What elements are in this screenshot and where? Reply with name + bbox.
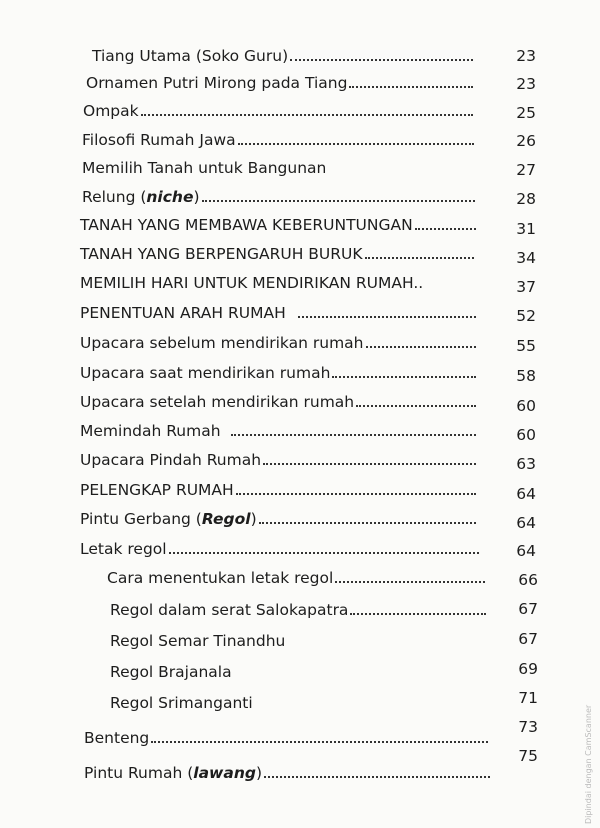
toc-entry-page: 25 bbox=[516, 104, 536, 122]
leader-dots bbox=[238, 142, 474, 145]
label-emphasis: Regol bbox=[201, 510, 251, 528]
toc-entry-label: Memindah Rumah bbox=[80, 422, 221, 440]
toc-entry-label: Cara menentukan letak regol bbox=[107, 569, 334, 587]
toc-entry-page: 64 bbox=[516, 514, 536, 532]
toc-entry bbox=[84, 757, 494, 783]
toc-entry-label: TANAH YANG BERPENGARUH BURUK bbox=[80, 245, 363, 263]
toc-entry-label: Ompak bbox=[83, 102, 139, 120]
leader-dots bbox=[350, 612, 486, 615]
toc-entry bbox=[82, 152, 477, 178]
toc-entry bbox=[110, 625, 490, 651]
toc-entry bbox=[107, 562, 489, 588]
toc-entry-label: Upacara sebelum mendirikan rumah bbox=[80, 334, 364, 352]
leader-dots bbox=[141, 113, 473, 116]
leader-dots bbox=[169, 551, 479, 554]
leader-dots bbox=[231, 433, 476, 436]
toc-entry-page: 73 bbox=[518, 718, 538, 736]
toc-entry-page: 26 bbox=[516, 132, 536, 150]
toc-entry-label: PENENTUAN ARAH RUMAH bbox=[80, 304, 286, 322]
toc-entry-page: 60 bbox=[516, 397, 536, 415]
toc-entry-label: Regol Semar Tinandhu bbox=[110, 632, 286, 650]
toc-entry bbox=[80, 267, 485, 293]
toc-entry-page: 64 bbox=[516, 542, 536, 560]
toc-entry bbox=[80, 357, 480, 383]
toc-entry-page: 55 bbox=[516, 337, 536, 355]
toc-entry bbox=[82, 124, 478, 150]
toc-entry-label: Regol Srimanganti bbox=[110, 694, 253, 712]
leader-dots bbox=[290, 58, 473, 61]
leader-dots bbox=[349, 85, 473, 88]
toc-entry bbox=[110, 687, 490, 713]
scanner-watermark: Dipindai dengan CamScanner bbox=[584, 704, 593, 824]
toc-entry bbox=[80, 533, 483, 559]
label-emphasis: niche bbox=[146, 188, 194, 206]
toc-entry-page: 67 bbox=[518, 630, 538, 648]
toc-entry-label: Upacara Pindah Rumah bbox=[80, 451, 262, 469]
toc-entry-label: Memilih Tanah untuk Bangunan bbox=[82, 159, 327, 177]
label-text: ) bbox=[193, 188, 200, 206]
label-text: Pintu Rumah ( bbox=[84, 764, 194, 782]
label-text: Relung ( bbox=[82, 188, 147, 206]
toc-entry-page: 63 bbox=[516, 455, 536, 473]
toc-entry-page: 31 bbox=[516, 220, 536, 238]
toc-entry-page: 66 bbox=[518, 571, 538, 589]
toc-entry bbox=[80, 474, 480, 500]
toc-entry bbox=[83, 95, 477, 121]
leader-dots bbox=[236, 492, 476, 495]
toc-entry-label: Upacara setelah mendirikan rumah bbox=[80, 393, 355, 411]
toc-entry-label bbox=[82, 187, 200, 207]
leader-dots bbox=[264, 775, 490, 778]
toc-entry-label bbox=[84, 763, 262, 783]
toc-entry-page: 75 bbox=[518, 747, 538, 765]
toc-entry-page: 37 bbox=[516, 278, 536, 296]
leader-dots bbox=[365, 256, 474, 259]
toc-entry-page: 64 bbox=[516, 485, 536, 503]
toc-entry bbox=[80, 415, 480, 441]
toc-entry-page: 23 bbox=[516, 75, 536, 93]
toc-entry bbox=[110, 594, 490, 620]
toc-entry-page: 34 bbox=[516, 249, 536, 267]
toc-entry-label: Upacara saat mendirikan rumah bbox=[80, 364, 331, 382]
toc-entry bbox=[82, 181, 479, 207]
toc-entry-page: 60 bbox=[516, 426, 536, 444]
toc-entry-page: 58 bbox=[516, 367, 536, 385]
leader-dots bbox=[263, 462, 476, 465]
toc-entry bbox=[80, 444, 480, 470]
toc-entry-label: PELENGKAP RUMAH bbox=[80, 481, 234, 499]
toc-entry-page: 28 bbox=[516, 190, 536, 208]
leader-dots bbox=[415, 227, 476, 230]
toc-entry bbox=[80, 209, 480, 235]
toc-entry bbox=[80, 386, 480, 412]
toc-entry-label: TANAH YANG MEMBAWA KEBERUNTUNGAN bbox=[80, 216, 413, 234]
leader-dots bbox=[366, 345, 477, 348]
label-emphasis: lawang bbox=[193, 764, 256, 782]
toc-entry-page: 27 bbox=[516, 161, 536, 179]
toc-entry bbox=[80, 327, 480, 353]
label-text: ) bbox=[255, 764, 263, 782]
toc-entry-page: 69 bbox=[518, 660, 538, 678]
toc-entry bbox=[84, 722, 492, 748]
toc-entry bbox=[92, 40, 477, 66]
leader-dots bbox=[298, 315, 476, 318]
leader-dots bbox=[356, 404, 476, 407]
toc-entry-label: Ornamen Putri Mirong pada Tiang bbox=[86, 74, 348, 92]
toc-entry-label: Tiang Utama (Soko Guru) bbox=[92, 47, 289, 65]
toc-entry-label: Filosofi Rumah Jawa bbox=[82, 131, 236, 149]
toc-entry-page: 71 bbox=[518, 689, 538, 707]
toc-entry bbox=[80, 238, 478, 264]
toc-entry-label: Benteng bbox=[84, 729, 150, 747]
toc-entry bbox=[110, 656, 490, 682]
label-text: ) bbox=[250, 510, 257, 528]
leader-dots bbox=[202, 199, 475, 202]
toc-entry bbox=[86, 67, 477, 93]
toc-entry-page: 67 bbox=[518, 600, 538, 618]
leader-dots bbox=[335, 580, 485, 583]
label-text: Pintu Gerbang ( bbox=[80, 510, 202, 528]
leader-dots bbox=[151, 740, 488, 743]
toc-entry-label bbox=[80, 509, 257, 529]
toc-entry-label: MEMILIH HARI UNTUK MENDIRIKAN RUMAH.. bbox=[80, 274, 424, 292]
toc-entry-label: Regol Brajanala bbox=[110, 663, 232, 681]
toc-entry-page: 23 bbox=[516, 47, 536, 65]
leader-dots bbox=[259, 521, 476, 524]
toc-entry-page: 52 bbox=[516, 307, 536, 325]
toc-entry-label: Letak regol bbox=[80, 540, 167, 558]
toc-entry bbox=[80, 297, 480, 323]
toc-entry bbox=[80, 503, 480, 529]
toc-entry-label: Regol dalam serat Salokapatra bbox=[110, 601, 349, 619]
leader-dots bbox=[332, 375, 476, 378]
